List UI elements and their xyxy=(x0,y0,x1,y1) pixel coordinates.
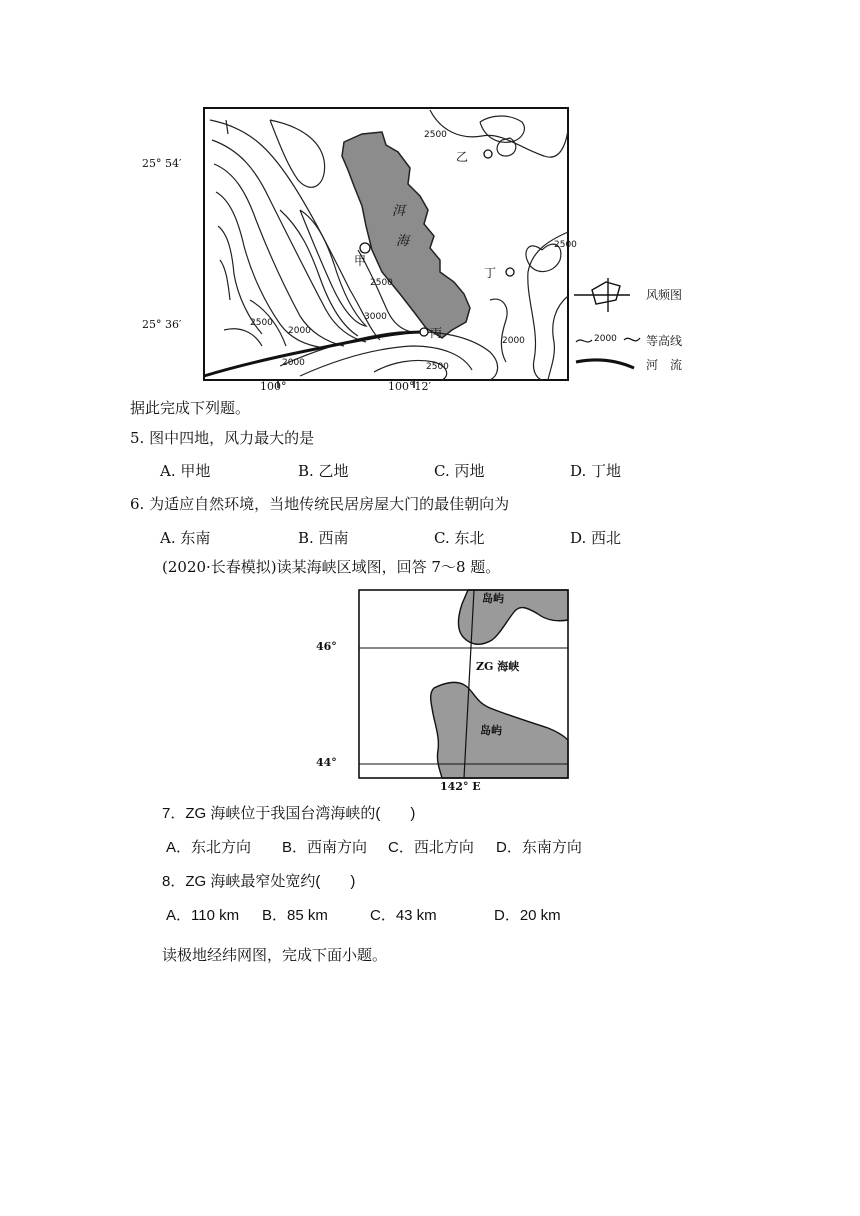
island-top xyxy=(459,590,569,644)
lon-label-left: 100° xyxy=(260,380,287,393)
strait-label: ZG 海峡 xyxy=(476,660,520,673)
erhai-map xyxy=(130,100,730,395)
q5-option-a: A. 甲地 xyxy=(160,462,211,480)
q6-option-a: A. 东南 xyxy=(160,529,211,547)
q6-option-c: C. 东北 xyxy=(434,529,485,547)
legend-river-label: 河 流 xyxy=(646,358,683,372)
lat-label-bottom: 25° 36′ xyxy=(142,318,182,331)
wind-rose-icon xyxy=(574,278,630,312)
q7-option-c: C．西北方向 xyxy=(388,839,474,856)
contour-label: 2500 xyxy=(370,278,393,288)
island-label-bottom: 岛屿 xyxy=(480,724,502,737)
q6-option-b: B. 西南 xyxy=(298,529,349,547)
contour-label: 2500 xyxy=(426,362,449,372)
lat-label-46: 46° xyxy=(316,640,337,653)
place-bing: 丙 xyxy=(430,326,443,340)
strait-map-figure xyxy=(300,586,580,796)
lat-label-top: 25° 54′ xyxy=(142,157,182,170)
q5-option-c: C. 丙地 xyxy=(434,462,485,480)
contour-label: 2000 xyxy=(502,336,525,346)
legend-contour-label: 等高线 xyxy=(646,334,683,348)
place-ding: 丁 xyxy=(484,266,497,280)
legend-wind-rose-label: 风频图 xyxy=(646,288,683,302)
q7-option-b: B．西南方向 xyxy=(282,839,368,856)
place-bing-marker xyxy=(420,328,428,336)
contour-legend-symbol xyxy=(576,340,592,342)
river-legend-symbol xyxy=(576,360,634,368)
river xyxy=(204,332,422,376)
strait-map xyxy=(300,586,580,796)
question-6-stem: 6. 为适应自然环境，当地传统民居房屋大门的最佳朝向为 xyxy=(130,495,510,513)
place-ding-marker xyxy=(506,268,514,276)
q8-option-d: D．20 km xyxy=(494,907,561,924)
question-5-stem: 5. 图中四地，风力最大的是 xyxy=(130,429,315,447)
q7-option-d: D．东南方向 xyxy=(496,839,582,856)
lat-label-44: 44° xyxy=(316,756,337,769)
lake-name-char2: 海 xyxy=(396,234,410,249)
island-label-top: 岛屿 xyxy=(482,592,504,605)
question-8-stem: 8．ZG 海峡最窄处宽约( ) xyxy=(162,873,356,890)
q5-option-b: B. 乙地 xyxy=(298,462,349,480)
contour-label: 2500 xyxy=(250,318,273,328)
contour-label: 2000 xyxy=(288,326,311,336)
q7-option-a: A．东北方向 xyxy=(166,839,252,856)
contour-label: 3000 xyxy=(364,312,387,322)
lon-label-right: 100°12′ xyxy=(388,380,431,393)
intro-text-3: 读极地经纬网图，完成下面小题。 xyxy=(162,946,388,964)
legend-contour-value: 2000 xyxy=(594,334,617,344)
erhai-map-figure xyxy=(130,100,730,395)
place-yi-marker xyxy=(484,150,492,158)
question-7-stem: 7．ZG 海峡位于我国台湾海峡的( ) xyxy=(162,805,416,822)
place-jia: 甲 xyxy=(354,254,367,268)
contour-label: 2000 xyxy=(282,358,305,368)
q8-option-c: C．43 km xyxy=(370,907,437,924)
q8-option-b: B．85 km xyxy=(262,907,328,924)
q5-option-d: D. 丁地 xyxy=(570,462,622,480)
q8-option-a: A．110 km xyxy=(166,907,240,924)
lake-name-char1: 洱 xyxy=(392,204,406,219)
lon-label-142: 142° E xyxy=(440,780,481,793)
q6-option-d: D. 西北 xyxy=(570,529,622,547)
intro-text-2: (2020·长春模拟)读某海峡区域图，回答 7～8 题。 xyxy=(162,558,501,576)
place-yi: 乙 xyxy=(456,150,469,164)
contour-label: 2500 xyxy=(424,130,447,140)
intro-text-1: 据此完成下列题。 xyxy=(130,399,251,417)
contour-label: 2500 xyxy=(554,240,577,250)
